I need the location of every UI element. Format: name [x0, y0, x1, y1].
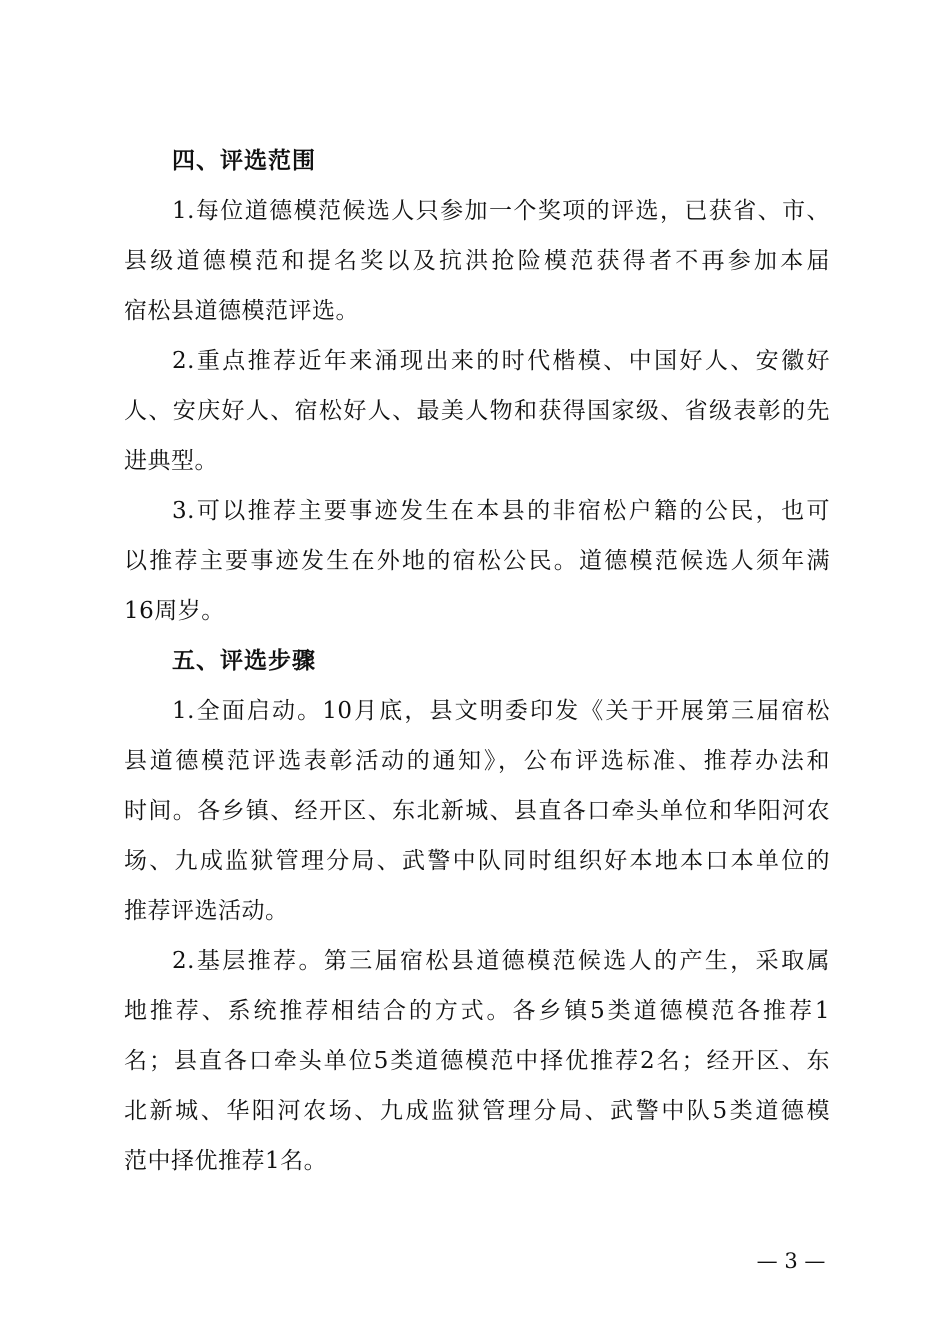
text-line: 推荐评选活动。 [124, 898, 289, 924]
text-line: 县级道德模范和提名奖以及抗洪抢险模范获得者不再参加本届 [124, 248, 830, 274]
text-line: 时间。各乡镇、经开区、东北新城、县直各口牵头单位和华阳河农 [124, 798, 830, 824]
section-heading: 五、评选步骤 [172, 648, 316, 674]
text-line: 北新城、华阳河农场、九成监狱管理分局、武警中队5类道德模 [124, 1098, 830, 1124]
document-body [124, 136, 830, 1186]
text-line: 人、安庆好人、宿松好人、最美人物和获得国家级、省级表彰的先 [124, 398, 830, 424]
text-line: 县道德模范评选表彰活动的通知》，公布评选标准、推荐办法和 [124, 748, 830, 774]
text-line: 3.可以推荐主要事迹发生在本县的非宿松户籍的公民，也可 [172, 498, 830, 524]
text-line: 名；县直各口牵头单位5类道德模范中择优推荐2名；经开区、东 [124, 1048, 830, 1074]
text-line: 场、九成监狱管理分局、武警中队同时组织好本地本口本单位的 [124, 848, 830, 874]
text-line: 范中择优推荐1名。 [124, 1148, 328, 1174]
text-line: 宿松县道德模范评选。 [124, 298, 359, 324]
text-line: 地推荐、系统推荐相结合的方式。各乡镇5类道德模范各推荐1 [124, 998, 830, 1024]
paragraph [124, 686, 830, 936]
page-number: — 3 — [756, 1249, 826, 1273]
text-line: 16周岁。 [124, 598, 225, 624]
paragraph [124, 486, 830, 636]
paragraph [124, 186, 830, 336]
text-line: 1.每位道德模范候选人只参加一个奖项的评选，已获省、市、 [172, 198, 830, 224]
text-line: 2.重点推荐近年来涌现出来的时代楷模、中国好人、安徽好 [172, 348, 830, 374]
paragraph [124, 936, 830, 1186]
text-line: 2.基层推荐。第三届宿松县道德模范候选人的产生，采取属 [172, 948, 830, 974]
text-line: 以推荐主要事迹发生在外地的宿松公民。道德模范候选人须年满 [124, 548, 830, 574]
text-line: 1.全面启动。10月底，县文明委印发《关于开展第三届宿松 [172, 698, 830, 724]
section-heading: 四、评选范围 [172, 148, 316, 174]
text-line: 进典型。 [124, 448, 218, 474]
paragraph [124, 336, 830, 486]
